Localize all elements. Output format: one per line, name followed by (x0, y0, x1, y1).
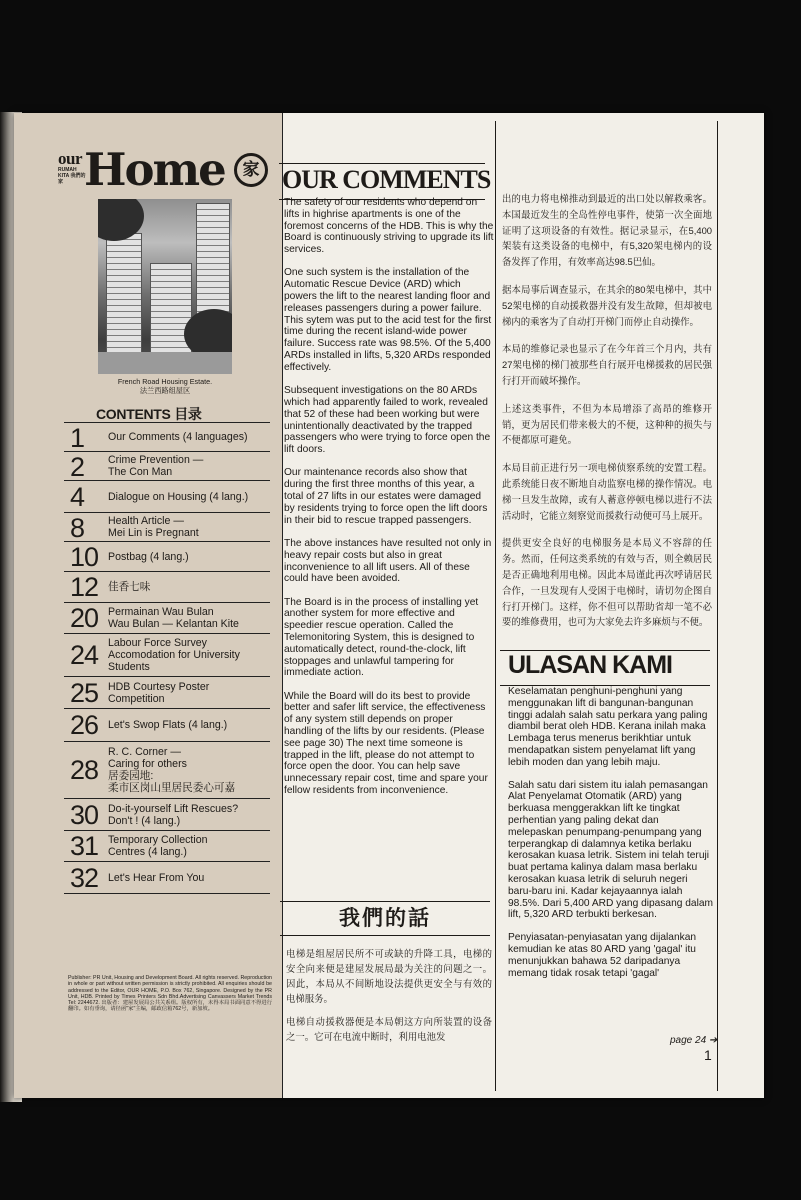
paragraph: Penyiasatan-penyiasatan yang dijalankan kemudian ke atas 80 ARD yang 'gagal' itu menunjukkan bahawa 52 daripadanya memang tidak rosak tetapi 'gagal' (508, 932, 697, 979)
paragraph: The above instances have resulted not only in heavy repair costs but also in great inconvenience to all lift users. All of these could have been avoided. (284, 537, 492, 585)
left-contents-panel (14, 113, 282, 1098)
our-comments-body (284, 197, 494, 808)
contents-heading: CONTENTS 目录 (96, 406, 202, 422)
paragraph: Salah satu dari sistem itu ialah pemasangan Alat Penyelamat Otomatik (ARD) yang berkuasa menggerakkan lift ke tingkat perhentian yang paling dekat dan melepaskan penumpang-penumpang yang terperangkap di dalamnya ketika berlaku kerosakan kuasa letrik. Sistem ini telah teruji buat pertama kalinya dalam masa berlaku kerosakan kuasa letrik di seluruh negeri baru-baru ini. Kadar kejayaannya ialah 98.5%. Dari 5,400 ARD yang dipasang dalam lift, 5,320 ARD terbukti berkesan. (508, 779, 714, 921)
contents-page-number: 25 (70, 677, 99, 708)
contents-page-number: 12 (70, 572, 99, 602)
contents-item (64, 480, 270, 512)
paragraph: 电梯是组屋居民所不可或缺的升降工具，电梯的安全向来便是建屋发展局最为关注的问题之一。因此，本局从不间断地设法提供更安全与有效的电梯服务。 (286, 948, 492, 1004)
contents-item-title: Let's Swop Flats (4 lang.) (108, 719, 228, 731)
paragraph: 出的电力将电梯推动到最近的出口处以解救乘客。本国最近发生的全岛性停电事件，使第一次全面地证明了这项设备的有效性。据记录显示，在5,400架装有这类设备的电梯中，有5,320架电梯内的设备发挥了作用，有效率高达98.5巴仙。 (502, 193, 712, 268)
chinese-comments-body-col2 (502, 191, 712, 642)
paragraph: 电梯自动援救器便是本局朝这方向所装置的设备之一。它可在电流中断时，利用电池发 (286, 1016, 492, 1042)
our-comments-heading: OUR COMMENTS (279, 163, 485, 200)
logo-home: Home (84, 143, 225, 196)
paragraph: 提供更安全良好的电梯服务是本局义不容辞的任务。然而，任何这类系统的有效与否，则全赖居民是否正确地利用电梯。因此本局谨此再次呼请居民合作，一旦发现有人受困于电梯时，请切勿企图自行打开梯门。这样，你不但可以帮助省却一笔不必要的维修费用，也可为大家免去许多麻烦与不便。 (502, 537, 712, 628)
contents-page-number: 20 (70, 603, 99, 633)
contents-item (64, 830, 270, 861)
contents-item-title: Our Comments (4 languages) (108, 431, 248, 443)
logo-our: our (58, 149, 82, 168)
contents-item-title: R. C. Corner — Caring for others 居委园地: 柔市区岗山里居民委心可嘉 (108, 746, 236, 794)
column-divider (495, 121, 496, 1091)
contents-page-number: 32 (70, 862, 99, 893)
contents-item (64, 571, 270, 602)
chinese-comments-body-col1 (286, 946, 492, 1052)
masthead-logo (58, 143, 268, 196)
contents-item-title: Let's Hear From You (108, 871, 205, 884)
chinese-comments-heading: 我們的話 (280, 901, 490, 936)
contents-item (64, 512, 270, 541)
paragraph: 据本局事后调查显示，在其余的80架电梯中，其中52架电梯的自动援救器并没有发生故障，但却被电梯内的乘客为了自动打开梯门而停止自动操作。 (502, 283, 712, 327)
contents-item-title: Health Article — Mei Lin is Pregnant (108, 515, 199, 539)
ulasan-kami-body (508, 686, 714, 990)
contents-item (64, 741, 270, 798)
contents-item (64, 451, 270, 480)
contents-item (64, 676, 270, 708)
contents-page-number: 31 (70, 831, 99, 861)
photo-caption: French Road Housing Estate. 法兰西路组屋区 (117, 377, 213, 395)
contents-page-number: 24 (70, 640, 99, 670)
contents-page-number: 30 (70, 799, 99, 830)
contents-end-rule (64, 893, 270, 894)
housing-estate-photo (98, 199, 232, 374)
contents-page-number: 26 (70, 710, 99, 740)
paragraph: While the Board will do its best to provide better and safer lift service, the effectiveness of any system still depends on proper handling of the lifts by our residents. (Please see page 30) The next time someone is trapped in the lift, please do not attempt to force open the door. You can help save unnecessary repair cost, time and spare your fellow residents from inconvenience. (284, 690, 488, 797)
contents-page-number: 4 (70, 481, 85, 512)
ulasan-kami-heading: ULASAN KAMI (500, 650, 710, 686)
paragraph: The safety of our residents who depend on lifts in highrise apartments is one of the foremost concerns of the HDB. This is why the Board is continuously striving to upgrade its lift services. (284, 197, 494, 256)
paragraph: One such system is the installation of the Automatic Rescue Device (ARD) which powers the lift to the nearest landing floor and releases passengers during a power failure. This sytem was put to the acid test for the first time during the recent island-wide power failure. Success rate was 98.5%. Of the 5,400 ARDs installed in lifts, 5,320 ARDs responded effectively. (284, 267, 492, 373)
logo-seal-icon: 家 (234, 153, 268, 187)
contents-item (64, 541, 270, 571)
paragraph: Our maintenance records also show that during the first three months of this year, a total of 27 lifts in our estates were damaged by residents trying to force open the lift doors in their bid to rescue trapped passengers. (284, 467, 488, 526)
contents-item (64, 422, 270, 451)
publisher-info: Publisher: PR Unit, Housing and Development Board. All rights reserved. Reproduction in whole or part without written permission is strictly prohibited. All enquiries should be addressed to the Editor, OUR HOME, P.O. Box 762, Singapore. Designed by the PR Unit, HDB. Printed by Times Printers Sdn Bhd.Advertising Canvassers Market Trends Tel: 2244672. 出版者：建屋发展局公共关系组。版权所有，未得本局书面同意不得进行翻印。如有垂询，请径函"家"主编，邮政信箱762号，新加坡。 (68, 975, 272, 1013)
contents-item-title: HDB Courtesy Poster Competition (108, 680, 210, 705)
contents-item (64, 861, 270, 893)
paragraph: The Board is in the process of installing yet another system for more effective and speedier rescue operation. Called the Telemonitoring System, this is designed to automatically detect, round-the-clock, lift stoppages and unlawful tampering for immediate action. (284, 596, 479, 679)
paragraph: Keselamatan penghuni-penghuni yang menggunakan lift di bangunan-bangunan tinggi adalah salah satu perkara yang paling diambil berat oleh HDB. Kerana inilah maka Lembaga terus menerus berikhtiar untuk mendapatkan sistem penyelamat lift yang lebih moden dan yang lebih maju. (508, 686, 708, 768)
contents-item (64, 602, 270, 633)
logo-tagline: RUMAH KITA 我們的家 (58, 167, 86, 185)
paragraph: 上述这类事件，不但为本局增添了高昂的维修开销，更为居民们带来极大的不便，这种种的损失与不便都原可避免。 (502, 402, 712, 446)
paragraph: 本局目前正进行另一项电梯侦察系统的安置工程。此系统能日夜不断地自动监察电梯的操作情况。电梯一旦发生故障，或有人蓄意停顿电梯以进行不法活动时，它能立刻察觉而援救行动便可马上展开。 (502, 462, 712, 521)
page-number: 1 (704, 1047, 712, 1063)
paragraph: 本局的维修记录也显示了在今年首三个月内，共有27架电梯的梯门被那些自行展开电梯援救的居民强行打开而破坏操作。 (502, 343, 712, 386)
contents-item-title: Permainan Wau Bulan Wau Bulan — Kelantan Kite (108, 606, 239, 630)
contents-item-title: Dialogue on Housing (4 lang.) (108, 490, 249, 503)
contents-page-number: 10 (70, 542, 99, 572)
contents-item-title: Postbag (4 lang.) (108, 550, 189, 563)
contents-item (64, 633, 270, 676)
column-divider (282, 113, 283, 1098)
contents-item-title: Do-it-yourself Lift Rescues? Don't ! (4 lang.) (108, 802, 239, 827)
contents-page-number: 1 (70, 423, 85, 453)
contents-page-number: 28 (70, 755, 99, 785)
contents-item-title: Temporary Collection Centres (4 lang.) (108, 834, 208, 858)
contents-list (64, 422, 270, 894)
contents-item-title: Labour Force Survey Accomodation for University Students (108, 637, 240, 673)
magazine-page (14, 113, 764, 1098)
contents-page-number: 8 (70, 513, 85, 543)
contents-item (64, 798, 270, 830)
paragraph: Subsequent investigations on the 80 ARDs which had apparently failed to work, revealed that 52 of these had been working but were unintentionally deactivated by the trapped passengers who were trying to force open the lift doors. (284, 385, 491, 456)
column-divider (717, 121, 718, 1091)
contents-page-number: 2 (70, 452, 85, 482)
contents-item-title: 佳香七味 (108, 581, 151, 593)
contents-item (64, 708, 270, 741)
continued-page-link: page 24 ➔ (670, 1035, 718, 1046)
contents-item-title: Crime Prevention — The Con Man (108, 454, 204, 478)
